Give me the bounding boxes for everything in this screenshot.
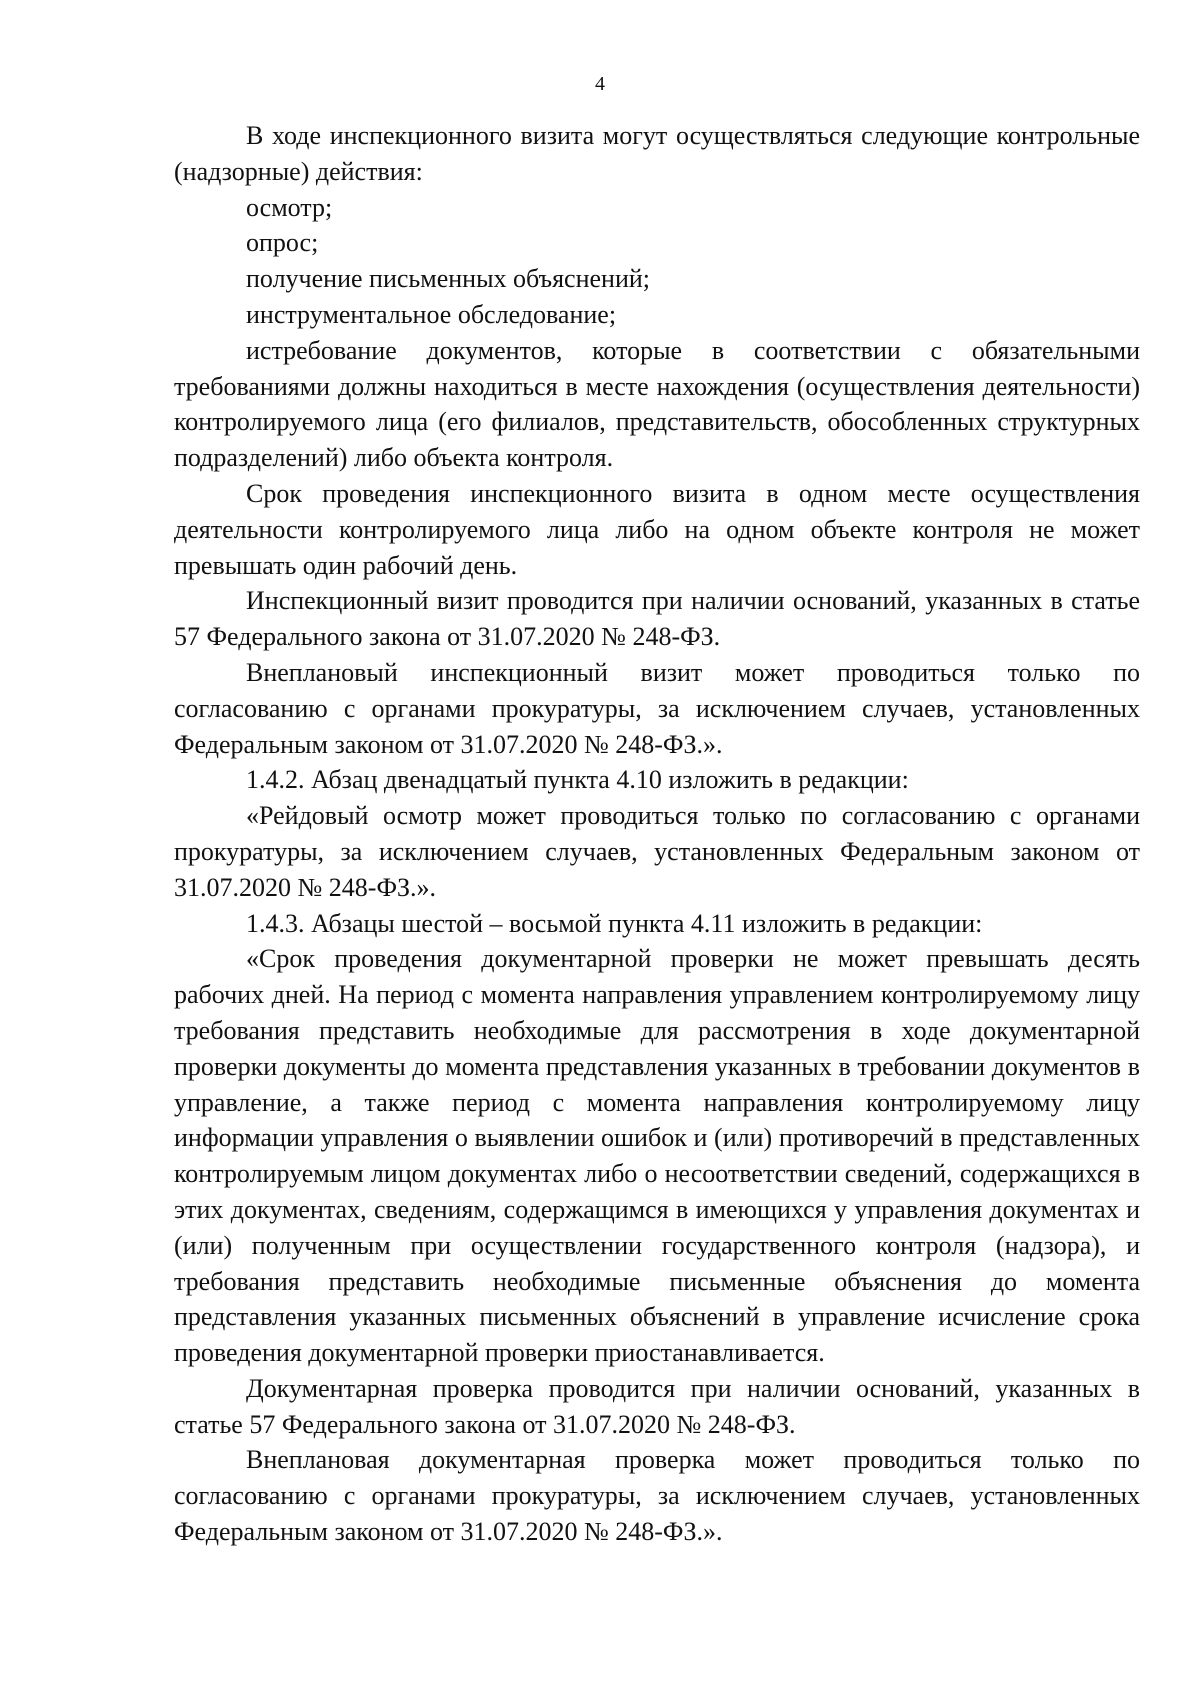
paragraph-amendment-1-4-2: 1.4.2. Абзац двенадцатый пункта 4.10 изложить в редакции:	[246, 765, 909, 795]
paragraph-unscheduled-visit: Внеплановый инспекционный визит может проводиться только по согласованию с органами прокуратуры, за исключением случаев, установленных Федеральным законом от 31.07.2020 № 248-ФЗ.».	[174, 657, 1140, 759]
paragraph-documentary-check-duration: «Срок проведения документарной проверки не может превышать десять рабочих дней. На период с момента направления управлением контролируемому лицу требования представить необходимые для рассмотрения в ходе документарной проверки документы до момента представления указанных в требовании документов в управление, а также период с момента направления контролируемому лицу информации управления о выявлении ошибок и (или) противоречий в представленных контролируемым лицом документах либо о несоответствии сведений, содержащихся в этих документах, сведениям, содержащимся в имеющихся у управления документах и (или) полученным при осуществлении государственного контроля (надзора), и требования представить необходимые письменные объяснения до момента представления указанных письменных объяснений в управление исчисление срока проведения документарной проверки приостанавливается.	[174, 944, 1140, 1368]
list-item-document-request: истребование документов, которые в соответствии с обязательными требованиями должны находиться в месте нахождения (осуществления деятельности) контролируемого лица (его филиалов, представительств, обособленных структурных подразделений) либо объекта контроля.	[174, 335, 1140, 473]
paragraph-visit-grounds: Инспекционный визит проводится при наличии оснований, указанных в статье 57 Федерального закона от 31.07.2020 № 248-ФЗ.	[174, 586, 1140, 652]
paragraph-unscheduled-documentary-check: Внеплановая документарная проверка может проводиться только по согласованию с органами прокуратуры, за исключением случаев, установленных Федеральным законом от 31.07.2020 № 248-ФЗ.».	[174, 1445, 1140, 1547]
list-item-inspection: осмотр;	[246, 192, 333, 222]
paragraph-inspection-actions-intro: В ходе инспекционного визита могут осуществляться следующие контрольные (надзорные) действия:	[174, 121, 1140, 186]
list-item-survey: опрос;	[246, 228, 319, 258]
document-body	[174, 118, 1140, 1550]
paragraph-amendment-1-4-3: 1.4.3. Абзацы шестой – восьмой пункта 4.11 изложить в редакции:	[246, 908, 983, 938]
paragraph-visit-duration: Срок проведения инспекционного визита в одном месте осуществления деятельности контролируемого лица либо на одном объекте контроля не может превышать один рабочий день.	[174, 478, 1140, 580]
paragraph-raid-inspection: «Рейдовый осмотр может проводиться только по согласованию с органами прокуратуры, за исключением случаев, установленных Федеральным законом от 31.07.2020 № 248-ФЗ.».	[174, 801, 1140, 902]
list-item-instrumental-examination: инструментальное обследование;	[246, 299, 617, 329]
page-number: 4	[595, 73, 605, 95]
list-item-written-explanations: получение письменных объяснений;	[246, 264, 650, 294]
paragraph-documentary-check-grounds: Документарная проверка проводится при наличии оснований, указанных в статье 57 Федерального закона от 31.07.2020 № 248-ФЗ.	[174, 1373, 1140, 1439]
